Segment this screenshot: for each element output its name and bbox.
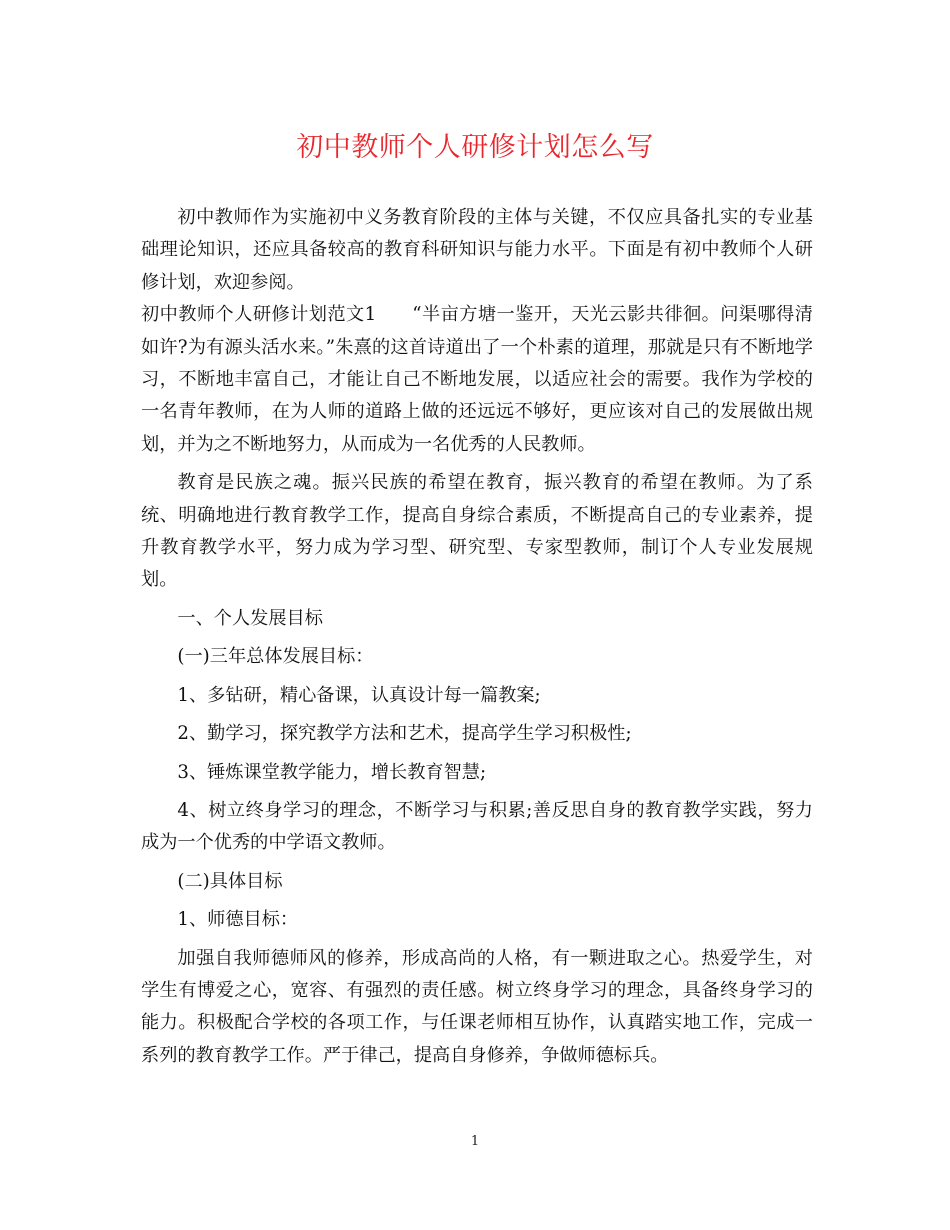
goal-item-1: 1、多钻研，精心备课，认真设计每一篇教案; bbox=[177, 684, 541, 706]
specific-goal-heading-1: 1、师德目标： bbox=[177, 909, 299, 931]
sample-label: 初中教师个人研修计划范文1 bbox=[141, 304, 377, 326]
document-body bbox=[141, 202, 813, 1078]
page-number: 1 bbox=[470, 1134, 480, 1149]
goal-item-4: 4、树立终身学习的理念，不断学习与积累;善反思自身的教育教学实践，努力成为一个优秀的中学语文教师。 bbox=[141, 799, 813, 854]
intro-paragraph: 初中教师作为实施初中义务教育阶段的主体与关键，不仅应具备扎实的专业基础理论知识，还应具备较高的教育科研知识与能力水平。下面是有初中教师个人研修计划，欢迎参阅。 bbox=[141, 207, 813, 293]
section-heading-1: 一、个人发展目标 bbox=[177, 607, 323, 629]
sample-paragraph bbox=[141, 299, 813, 461]
education-paragraph: 教育是民族之魂。振兴民族的希望在教育，振兴教育的希望在教师。为了系统、明确地进行教育教学工作，提高自身综合素质，不断提高自己的专业素养，提升教育教学水平，努力成为学习型、研究型、专家型教师，制订个人专业发展规划。 bbox=[141, 472, 813, 591]
goal-item-2: 2、勤学习，探究教学方法和艺术，提高学生学习积极性; bbox=[177, 723, 632, 745]
subsection-heading-1: (一)三年总体发展目标： bbox=[177, 646, 374, 668]
subsection-heading-2: (二)具体目标 bbox=[177, 870, 283, 892]
ethics-paragraph: 加强自我师德师风的修养，形成高尚的人格，有一颗进取之心。热爱学生，对学生有博爱之心，宽容、有强烈的责任感。树立终身学习的理念，具备终身学习的能力。积极配合学校的各项工作，与任课老师相互协作，认真踏实地工作，完成一系列的教育教学工作。严于律己，提高自身修养，争做师德标兵。 bbox=[141, 947, 813, 1066]
sample-text: “半亩方塘一鉴开，天光云影共徘徊。问渠哪得清如许?为有源头活水来。”朱熹的这首诗道出了一个朴素的道理，那就是只有不断地学习，不断地丰富自己，才能让自己不断地发展，以适应社会的需要。我作为学校的一名青年教师，在为人师的道路上做的还远远不够好，更应该对自己的发展做出规划，并为之不断地努力，从而成为一名优秀的人民教师。 bbox=[141, 304, 813, 455]
goal-item-3: 3、锤炼课堂教学能力，增长教育智慧; bbox=[177, 761, 487, 783]
document-title: 初中教师个人研修计划怎么写 bbox=[296, 132, 654, 163]
